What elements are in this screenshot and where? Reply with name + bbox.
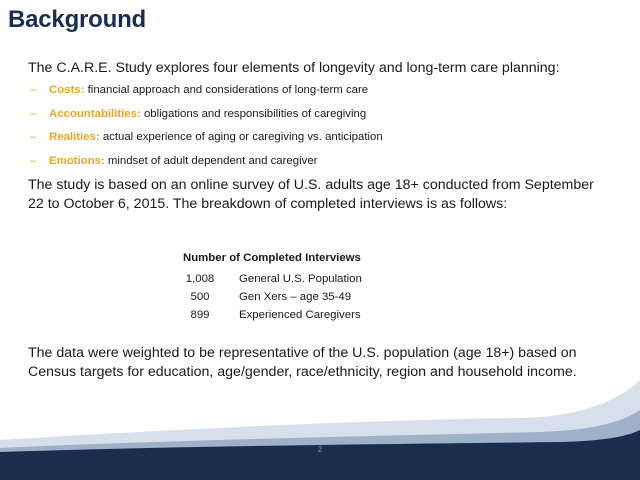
- bullet-dash: –: [30, 154, 37, 167]
- table-row: [183, 273, 362, 285]
- bullet-dash: –: [30, 107, 37, 120]
- bullet-item-costs: [30, 83, 383, 107]
- survey-paragraph: The study is based on an online survey of U.S. adults age 18+ conducted from September 22 to October 6, 2015. The breakdown of completed interviews is as follows:: [28, 177, 594, 212]
- bullet-dash: –: [30, 84, 37, 96]
- bullet-item-realities: [30, 130, 383, 154]
- weighting-paragraph: The data were weighted to be representative of the U.S. population (age 18+) based on Census targets for education, age/gender, race/ethnicity, region and household income.: [28, 345, 577, 380]
- interview-count: 500: [190, 291, 210, 303]
- bullet-term: Costs:: [49, 84, 85, 96]
- interview-group: Gen Xers – age 35-49: [239, 291, 352, 303]
- bullet-term: Accountabilities:: [49, 107, 141, 120]
- bullet-text: mindset of adult dependent and caregiver: [104, 154, 318, 167]
- bullet-text: financial approach and considerations of long-term care: [84, 84, 369, 96]
- interview-group: General U.S. Population: [239, 273, 362, 285]
- bullet-list: [30, 83, 383, 177]
- interview-count: 899: [190, 309, 210, 321]
- bullet-text: actual experience of aging or caregiving vs. anticipation: [99, 131, 383, 143]
- slide-title: Background: [8, 6, 147, 33]
- bullet-item-accountabilities: [30, 107, 383, 131]
- intro-paragraph: The C.A.R.E. Study explores four elements of longevity and long-term care planning:: [28, 60, 560, 76]
- bullet-text: obligations and responsibilities of caregiving: [140, 107, 367, 120]
- page-number: 2: [317, 445, 323, 454]
- bullet-dash: –: [30, 131, 37, 143]
- bullet-term: Emotions:: [49, 154, 105, 167]
- footer-wave-decoration: [0, 380, 640, 480]
- interview-group: Experienced Caregivers: [239, 309, 361, 321]
- table-row: [183, 291, 352, 303]
- table-title: Number of Completed Interviews: [183, 252, 361, 264]
- bullet-item-emotions: [30, 154, 383, 178]
- table-row: [183, 309, 361, 321]
- bullet-term: Realities:: [49, 131, 100, 143]
- interview-count: 1,008: [185, 273, 215, 285]
